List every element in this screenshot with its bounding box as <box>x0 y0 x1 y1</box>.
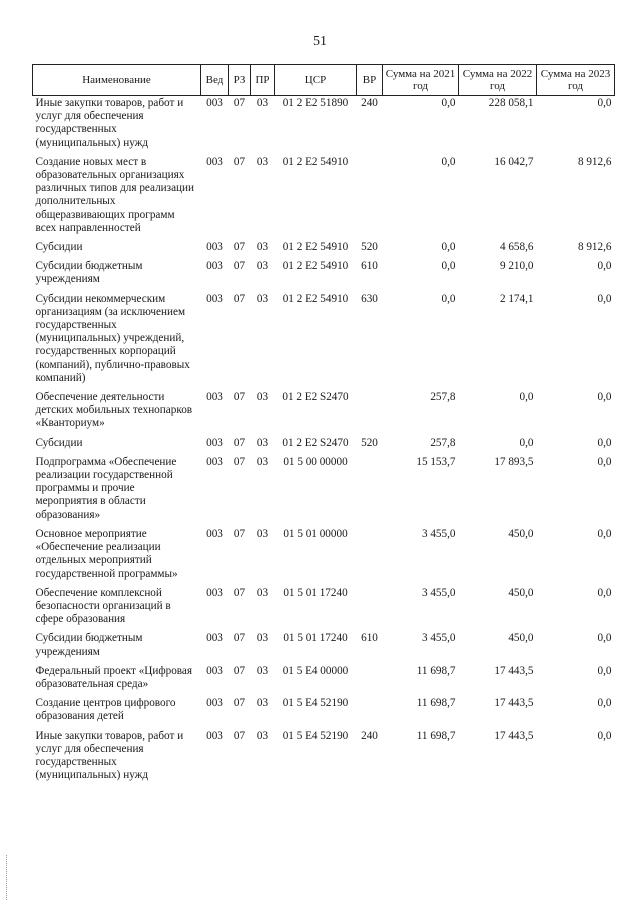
cell-ved: 003 <box>206 391 223 404</box>
cell-vr: 240 <box>361 729 378 742</box>
cell-sum-2023: 0,0 <box>597 527 612 540</box>
table-row <box>33 664 615 696</box>
cell-sum-2021: 3 455,0 <box>421 527 456 540</box>
cell-sum-2022: 17 893,5 <box>494 455 534 468</box>
cell-ved: 003 <box>206 260 223 273</box>
cell-ved: 003 <box>206 632 223 645</box>
cell-sum-2022: 450,0 <box>508 586 534 599</box>
cell-ved: 003 <box>206 436 223 449</box>
cell-csr: 01 5 00 00000 <box>283 455 348 468</box>
cell-rz: 07 <box>233 697 246 710</box>
cell-sum-2023: 0,0 <box>597 436 612 449</box>
header-vr: ВР <box>357 65 383 96</box>
cell-pr: 03 <box>256 632 269 645</box>
header-name: Наименование <box>33 65 201 96</box>
cell-sum-2021: 11 698,7 <box>416 729 456 742</box>
cell-sum-2022: 4 658,6 <box>499 241 534 254</box>
cell-name: Федеральный проект «Цифровая образовательная среда» <box>35 664 193 690</box>
cell-sum-2023: 8 912,6 <box>577 155 612 168</box>
cell-sum-2023: 0,0 <box>597 729 612 742</box>
cell-vr: 630 <box>361 292 378 305</box>
cell-sum-2021: 3 455,0 <box>421 586 456 599</box>
cell-pr: 03 <box>256 729 269 742</box>
cell-rz: 07 <box>233 241 246 254</box>
cell-pr: 03 <box>256 97 269 109</box>
cell-pr: 03 <box>256 455 269 468</box>
cell-name: Субсидии <box>35 241 83 254</box>
cell-csr: 01 2 E2 54910 <box>282 260 349 273</box>
cell-pr: 03 <box>256 391 269 404</box>
cell-vr: 610 <box>361 632 378 645</box>
cell-sum-2022: 17 443,5 <box>494 697 534 710</box>
cell-sum-2022: 0,0 <box>519 436 534 449</box>
cell-sum-2022: 0,0 <box>519 391 534 404</box>
table-row <box>33 729 615 788</box>
cell-pr: 03 <box>256 436 269 449</box>
cell-sum-2023: 0,0 <box>597 455 612 468</box>
cell-pr: 03 <box>256 697 269 710</box>
cell-name: Создание центров цифрового образования детей <box>35 697 176 723</box>
cell-sum-2023: 0,0 <box>597 664 612 677</box>
header-csr: ЦСР <box>275 65 357 96</box>
cell-csr: 01 5 01 17240 <box>283 632 348 645</box>
cell-sum-2021: 257,8 <box>430 391 456 404</box>
budget-table <box>32 64 615 787</box>
header-row <box>33 65 615 96</box>
cell-vr <box>357 390 383 436</box>
table-row <box>33 631 615 663</box>
cell-sum-2022: 2 174,1 <box>499 292 534 305</box>
cell-rz: 07 <box>233 436 246 449</box>
header-ved: Вед <box>201 65 229 96</box>
cell-csr: 01 2 E2 S2470 <box>282 391 349 404</box>
cell-name: Иные закупки товаров, работ и услуг для обеспечения государственных (муниципальных) нужд <box>35 729 184 782</box>
cell-sum-2022: 17 443,5 <box>494 729 534 742</box>
header-sum-2023: Сумма на 2023 год <box>537 65 615 96</box>
cell-name: Обеспечение комплексной безопасности организаций в сфере образования <box>35 586 171 626</box>
cell-sum-2023: 0,0 <box>597 697 612 710</box>
cell-name: Субсидии бюджетным учреждениям <box>35 632 143 658</box>
cell-sum-2022: 228 058,1 <box>488 97 534 109</box>
cell-rz: 07 <box>233 527 246 540</box>
cell-vr: 520 <box>361 436 378 449</box>
cell-csr: 01 2 E2 S2470 <box>282 436 349 449</box>
cell-sum-2022: 9 210,0 <box>499 260 534 273</box>
cell-pr: 03 <box>256 155 269 168</box>
cell-pr: 03 <box>256 664 269 677</box>
cell-rz: 07 <box>233 586 246 599</box>
scan-margin-mark <box>6 855 11 900</box>
table-row <box>33 292 615 390</box>
cell-vr <box>357 664 383 696</box>
cell-vr <box>357 586 383 632</box>
cell-sum-2023: 0,0 <box>597 260 612 273</box>
cell-sum-2023: 0,0 <box>597 97 612 109</box>
cell-name: Основное мероприятие «Обеспечение реализации отдельных мероприятий государственной программы» <box>35 527 178 580</box>
header-sum-2021: Сумма на 2021 год <box>383 65 459 96</box>
cell-sum-2022: 16 042,7 <box>494 155 534 168</box>
cell-sum-2021: 0,0 <box>441 241 456 254</box>
cell-name: Субсидии <box>35 436 83 449</box>
cell-sum-2021: 0,0 <box>441 292 456 305</box>
cell-pr: 03 <box>256 260 269 273</box>
cell-sum-2023: 0,0 <box>597 632 612 645</box>
cell-pr: 03 <box>256 241 269 254</box>
header-sum-2022: Сумма на 2022 год <box>459 65 537 96</box>
cell-pr: 03 <box>256 527 269 540</box>
cell-ved: 003 <box>206 97 223 109</box>
cell-csr: 01 5 E4 52190 <box>282 697 349 710</box>
cell-ved: 003 <box>206 455 223 468</box>
cell-rz: 07 <box>233 664 246 677</box>
cell-ved: 003 <box>206 241 223 254</box>
cell-sum-2021: 257,8 <box>430 436 456 449</box>
cell-csr: 01 5 01 00000 <box>283 527 348 540</box>
table-row <box>33 390 615 436</box>
cell-ved: 003 <box>206 586 223 599</box>
cell-ved: 003 <box>206 292 223 305</box>
cell-rz: 07 <box>233 729 246 742</box>
cell-vr <box>357 455 383 527</box>
cell-name: Субсидии некоммерческим организациям (за исключением государственных (муниципальных) учреждений, государственных корпораций (компаний), публично-правовых компаний) <box>35 292 190 384</box>
cell-ved: 003 <box>206 155 223 168</box>
cell-sum-2021: 0,0 <box>441 155 456 168</box>
cell-csr: 01 5 E4 00000 <box>282 664 349 677</box>
cell-sum-2022: 17 443,5 <box>494 664 534 677</box>
cell-vr <box>357 155 383 240</box>
cell-rz: 07 <box>233 391 246 404</box>
table-header <box>33 65 615 96</box>
cell-csr: 01 5 01 17240 <box>283 586 348 599</box>
table-row <box>33 259 615 291</box>
cell-name: Иные закупки товаров, работ и услуг для обеспечения государственных (муниципальных) нужд <box>35 97 184 149</box>
cell-rz: 07 <box>233 292 246 305</box>
cell-sum-2023: 8 912,6 <box>577 241 612 254</box>
table-row <box>33 696 615 728</box>
cell-name: Подпрограмма «Обеспечение реализации государственной программы и прочие мероприятия в области образования» <box>35 455 177 521</box>
table-row <box>33 240 615 259</box>
cell-vr: 610 <box>361 260 378 273</box>
cell-csr: 01 2 E2 54910 <box>282 241 349 254</box>
cell-vr <box>357 696 383 728</box>
cell-rz: 07 <box>233 260 246 273</box>
cell-ved: 003 <box>206 527 223 540</box>
cell-name: Субсидии бюджетным учреждениям <box>35 260 143 286</box>
cell-rz: 07 <box>233 455 246 468</box>
cell-ved: 003 <box>206 697 223 710</box>
cell-csr: 01 5 E4 52190 <box>282 729 349 742</box>
cell-csr: 01 2 E2 51890 <box>282 97 349 109</box>
cell-pr: 03 <box>256 292 269 305</box>
header-rz: РЗ <box>229 65 251 96</box>
cell-sum-2021: 0,0 <box>441 260 456 273</box>
table-body <box>33 96 615 788</box>
cell-vr <box>357 527 383 586</box>
cell-csr: 01 2 E2 54910 <box>282 292 349 305</box>
cell-vr: 240 <box>361 97 378 109</box>
cell-vr: 520 <box>361 241 378 254</box>
header-pr: ПР <box>251 65 275 96</box>
cell-sum-2022: 450,0 <box>508 632 534 645</box>
cell-ved: 003 <box>206 664 223 677</box>
cell-csr: 01 2 E2 54910 <box>282 155 349 168</box>
table-row <box>33 527 615 586</box>
cell-sum-2023: 0,0 <box>597 292 612 305</box>
cell-rz: 07 <box>233 97 246 109</box>
table-row <box>33 155 615 240</box>
cell-ved: 003 <box>206 729 223 742</box>
table-row <box>33 586 615 632</box>
cell-pr: 03 <box>256 586 269 599</box>
cell-sum-2023: 0,0 <box>597 391 612 404</box>
cell-sum-2023: 0,0 <box>597 586 612 599</box>
table-row <box>33 96 615 155</box>
cell-sum-2021: 15 153,7 <box>416 455 456 468</box>
table-row <box>33 436 615 455</box>
cell-name: Создание новых мест в образовательных организациях различных типов для реализации дополнительных общеразвивающих программ всех направленностей <box>35 155 194 234</box>
cell-rz: 07 <box>233 155 246 168</box>
cell-name: Обеспечение деятельности детских мобильных технопарков «Кванториум» <box>35 391 193 430</box>
cell-sum-2021: 3 455,0 <box>421 632 456 645</box>
table-row <box>33 455 615 527</box>
page-number: 51 <box>313 34 327 49</box>
cell-sum-2021: 11 698,7 <box>416 697 456 710</box>
cell-sum-2022: 450,0 <box>508 527 534 540</box>
cell-rz: 07 <box>233 632 246 645</box>
cell-sum-2021: 11 698,7 <box>416 664 456 677</box>
cell-sum-2021: 0,0 <box>441 97 456 109</box>
